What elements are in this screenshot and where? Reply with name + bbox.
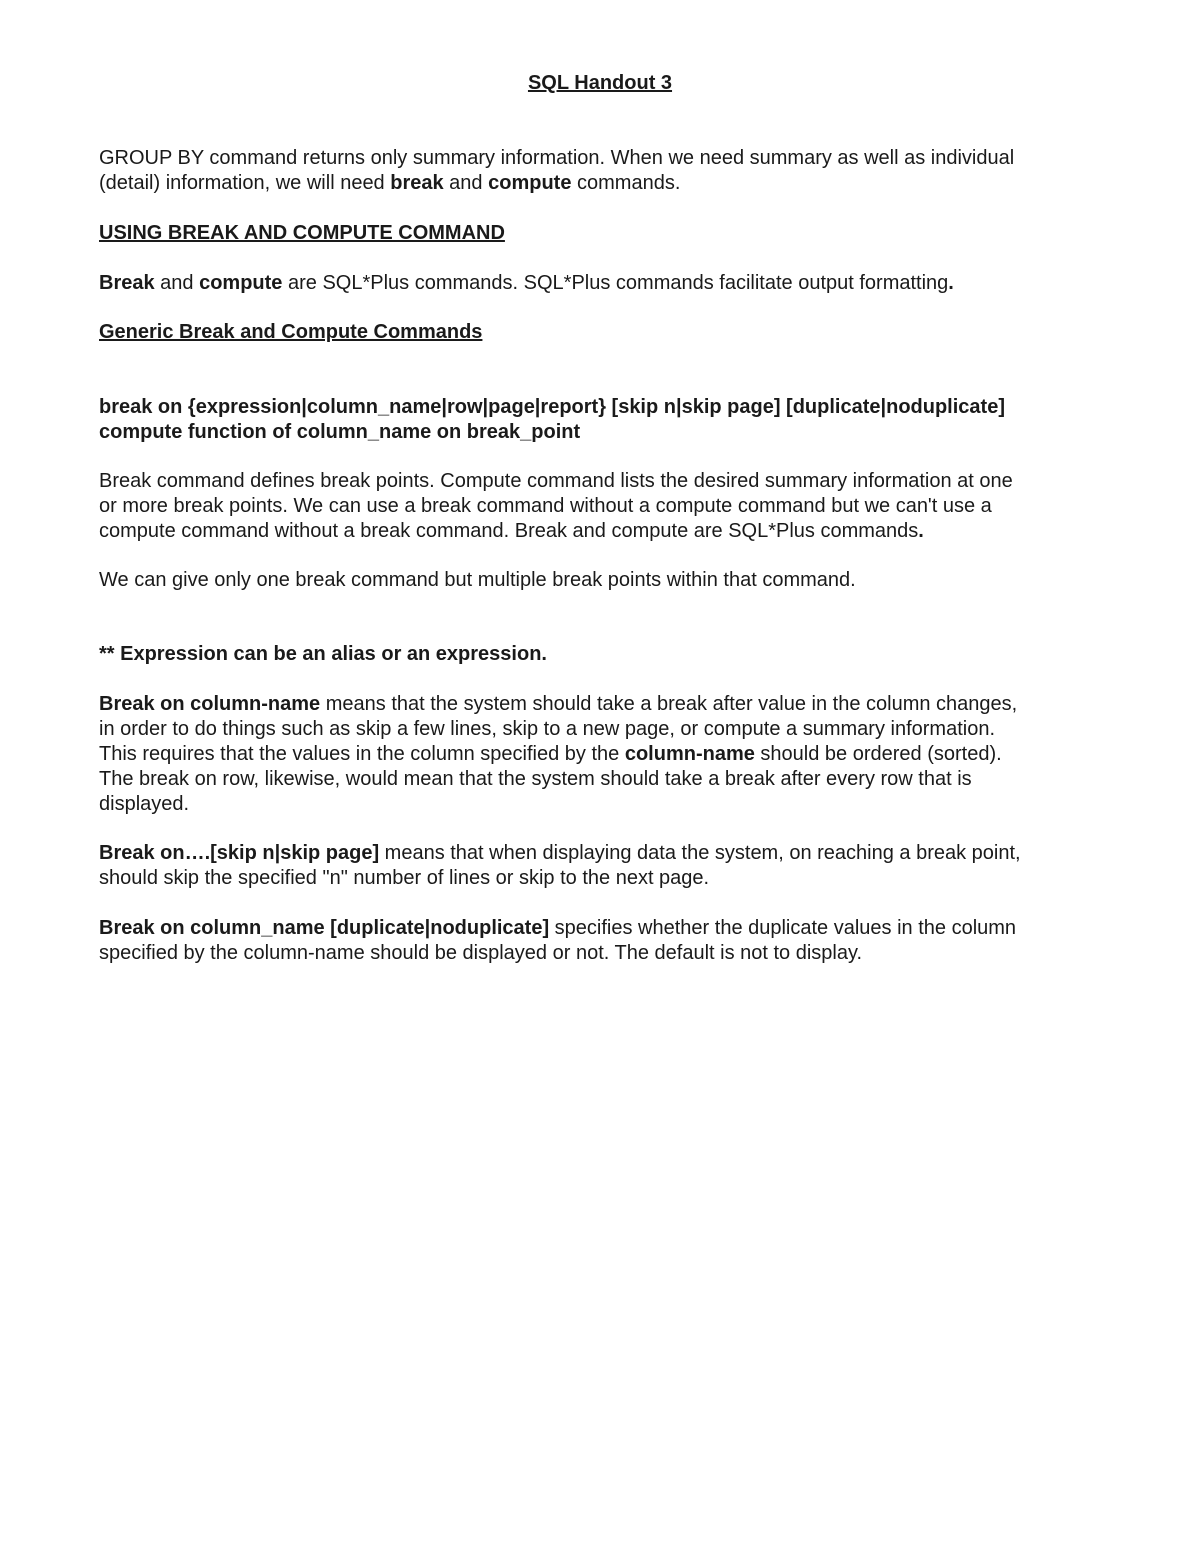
- break-syntax-line: break on {expression|column_name|row|page|report} [skip n|skip page] [duplicate|noduplicate]: [99, 396, 1005, 418]
- intro-line-1: GROUP BY command returns only summary information. When we need summary as well as individual: [99, 147, 1015, 169]
- section-heading-generic-commands: Generic Break and Compute Commands: [99, 321, 483, 343]
- duplicate-paragraph: Break on column_name [duplicate|noduplicate] specifies whether the duplicate values in the column specified by the column-name should be displayed or not. The default is not to display.: [99, 917, 1017, 964]
- intro-line-2: (detail) information, we will need break and compute commands.: [99, 172, 681, 194]
- break-points-paragraph: Break command defines break points. Compute command lists the desired summary information at one or more break points. We can use a break command without a compute command but we can't use a compute command without a break command. Break and compute are SQL*Plus commands.: [99, 470, 1013, 542]
- skip-paragraph: Break on….[skip n|skip page] means that when displaying data the system, on reaching a break point, should skip the specified "n" number of lines or skip to the next page.: [99, 842, 1021, 889]
- sqlplus-paragraph: Break and compute are SQL*Plus commands. SQL*Plus commands facilitate output formatting.: [99, 272, 954, 294]
- intro-paragraph: [99, 146, 1101, 196]
- compute-syntax-line: compute function of column_name on break_point: [99, 421, 581, 443]
- syntax-block: [99, 395, 1101, 445]
- expression-note: ** Expression can be an alias or an expression.: [99, 643, 547, 665]
- single-break-paragraph: We can give only one break command but multiple break points within that command.: [99, 569, 856, 591]
- break-column-paragraph: Break on column-name means that the system should take a break after value in the column changes, in order to do things such as skip a few lines, skip to a new page, or compute a summary information. This requires that the values in the column specified by the column-name should be ordered (sorted). The break on row, likewise, would mean that the system should take a break after every row that is displayed.: [99, 693, 1018, 815]
- document-title: SQL Handout 3: [527, 72, 673, 94]
- break-keyword: break: [390, 172, 444, 194]
- compute-keyword: compute: [488, 172, 572, 194]
- section-heading-break-compute: USING BREAK AND COMPUTE COMMAND: [99, 222, 505, 244]
